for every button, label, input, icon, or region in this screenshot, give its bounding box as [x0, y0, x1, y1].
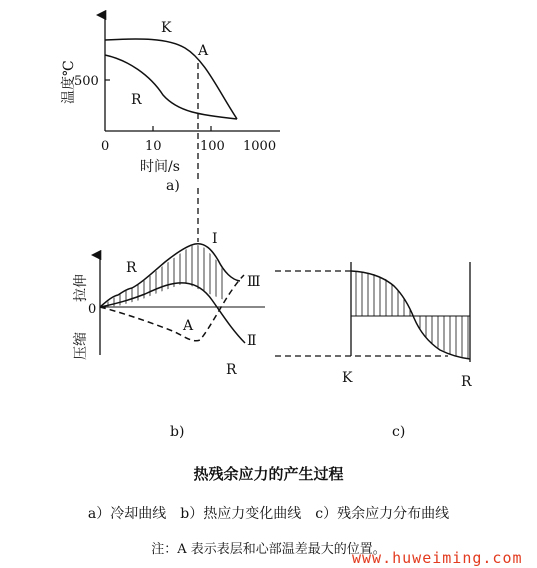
curve-r-end-label-b: R — [226, 362, 237, 378]
curve-r-label-b: R — [126, 260, 137, 276]
panel-c-sublabel: c) — [392, 424, 406, 440]
panel-c-residual-stress — [342, 262, 472, 440]
x-tick-label-0: 0 — [101, 139, 110, 154]
curve-k-label: K — [161, 20, 172, 36]
panel-c-r-label: R — [461, 374, 472, 390]
panel-a-cooling-curves — [60, 15, 280, 194]
point-a-label: A — [198, 43, 209, 59]
point-a-label-b: A — [183, 318, 194, 334]
panel-c-k-label: K — [342, 370, 353, 386]
compression-label: 压缩 — [73, 332, 89, 360]
watermark: www.huweiming.com — [352, 549, 523, 567]
tension-label: 拉伸 — [73, 274, 89, 302]
origin-label: 0 — [88, 302, 97, 317]
curve-k — [105, 39, 237, 119]
figure-note: 注：A 表示表层和心部温差最大的位置。 — [151, 542, 386, 557]
y-axis-label: 温度℃ — [61, 60, 77, 104]
residual-stress-curve — [351, 271, 470, 359]
figure-subcaptions: a）冷却曲线 b）热应力变化曲线 c）残余应力分布曲线 — [87, 506, 450, 522]
x-tick-label-1000: 1000 — [243, 139, 277, 154]
x-tick-label-10: 10 — [145, 139, 162, 154]
panel-a-sublabel: a) — [166, 178, 180, 194]
curve-r-label: R — [131, 92, 142, 108]
curve-ii-label: Ⅱ — [247, 333, 257, 349]
curve-i-label: I — [212, 231, 218, 247]
x-tick-label-100: 100 — [200, 139, 225, 154]
curve-iii-label: Ⅲ — [247, 274, 261, 290]
x-axis-label: 时间/s — [140, 159, 180, 175]
figure-title: 热残余应力的产生过程 — [193, 465, 344, 483]
y-tick-label: 500 — [74, 74, 99, 89]
panel-b-thermal-stress — [72, 231, 448, 440]
curve-i — [100, 244, 240, 307]
panel-b-sublabel: b) — [170, 424, 185, 440]
hatch-tension-c — [356, 262, 410, 320]
